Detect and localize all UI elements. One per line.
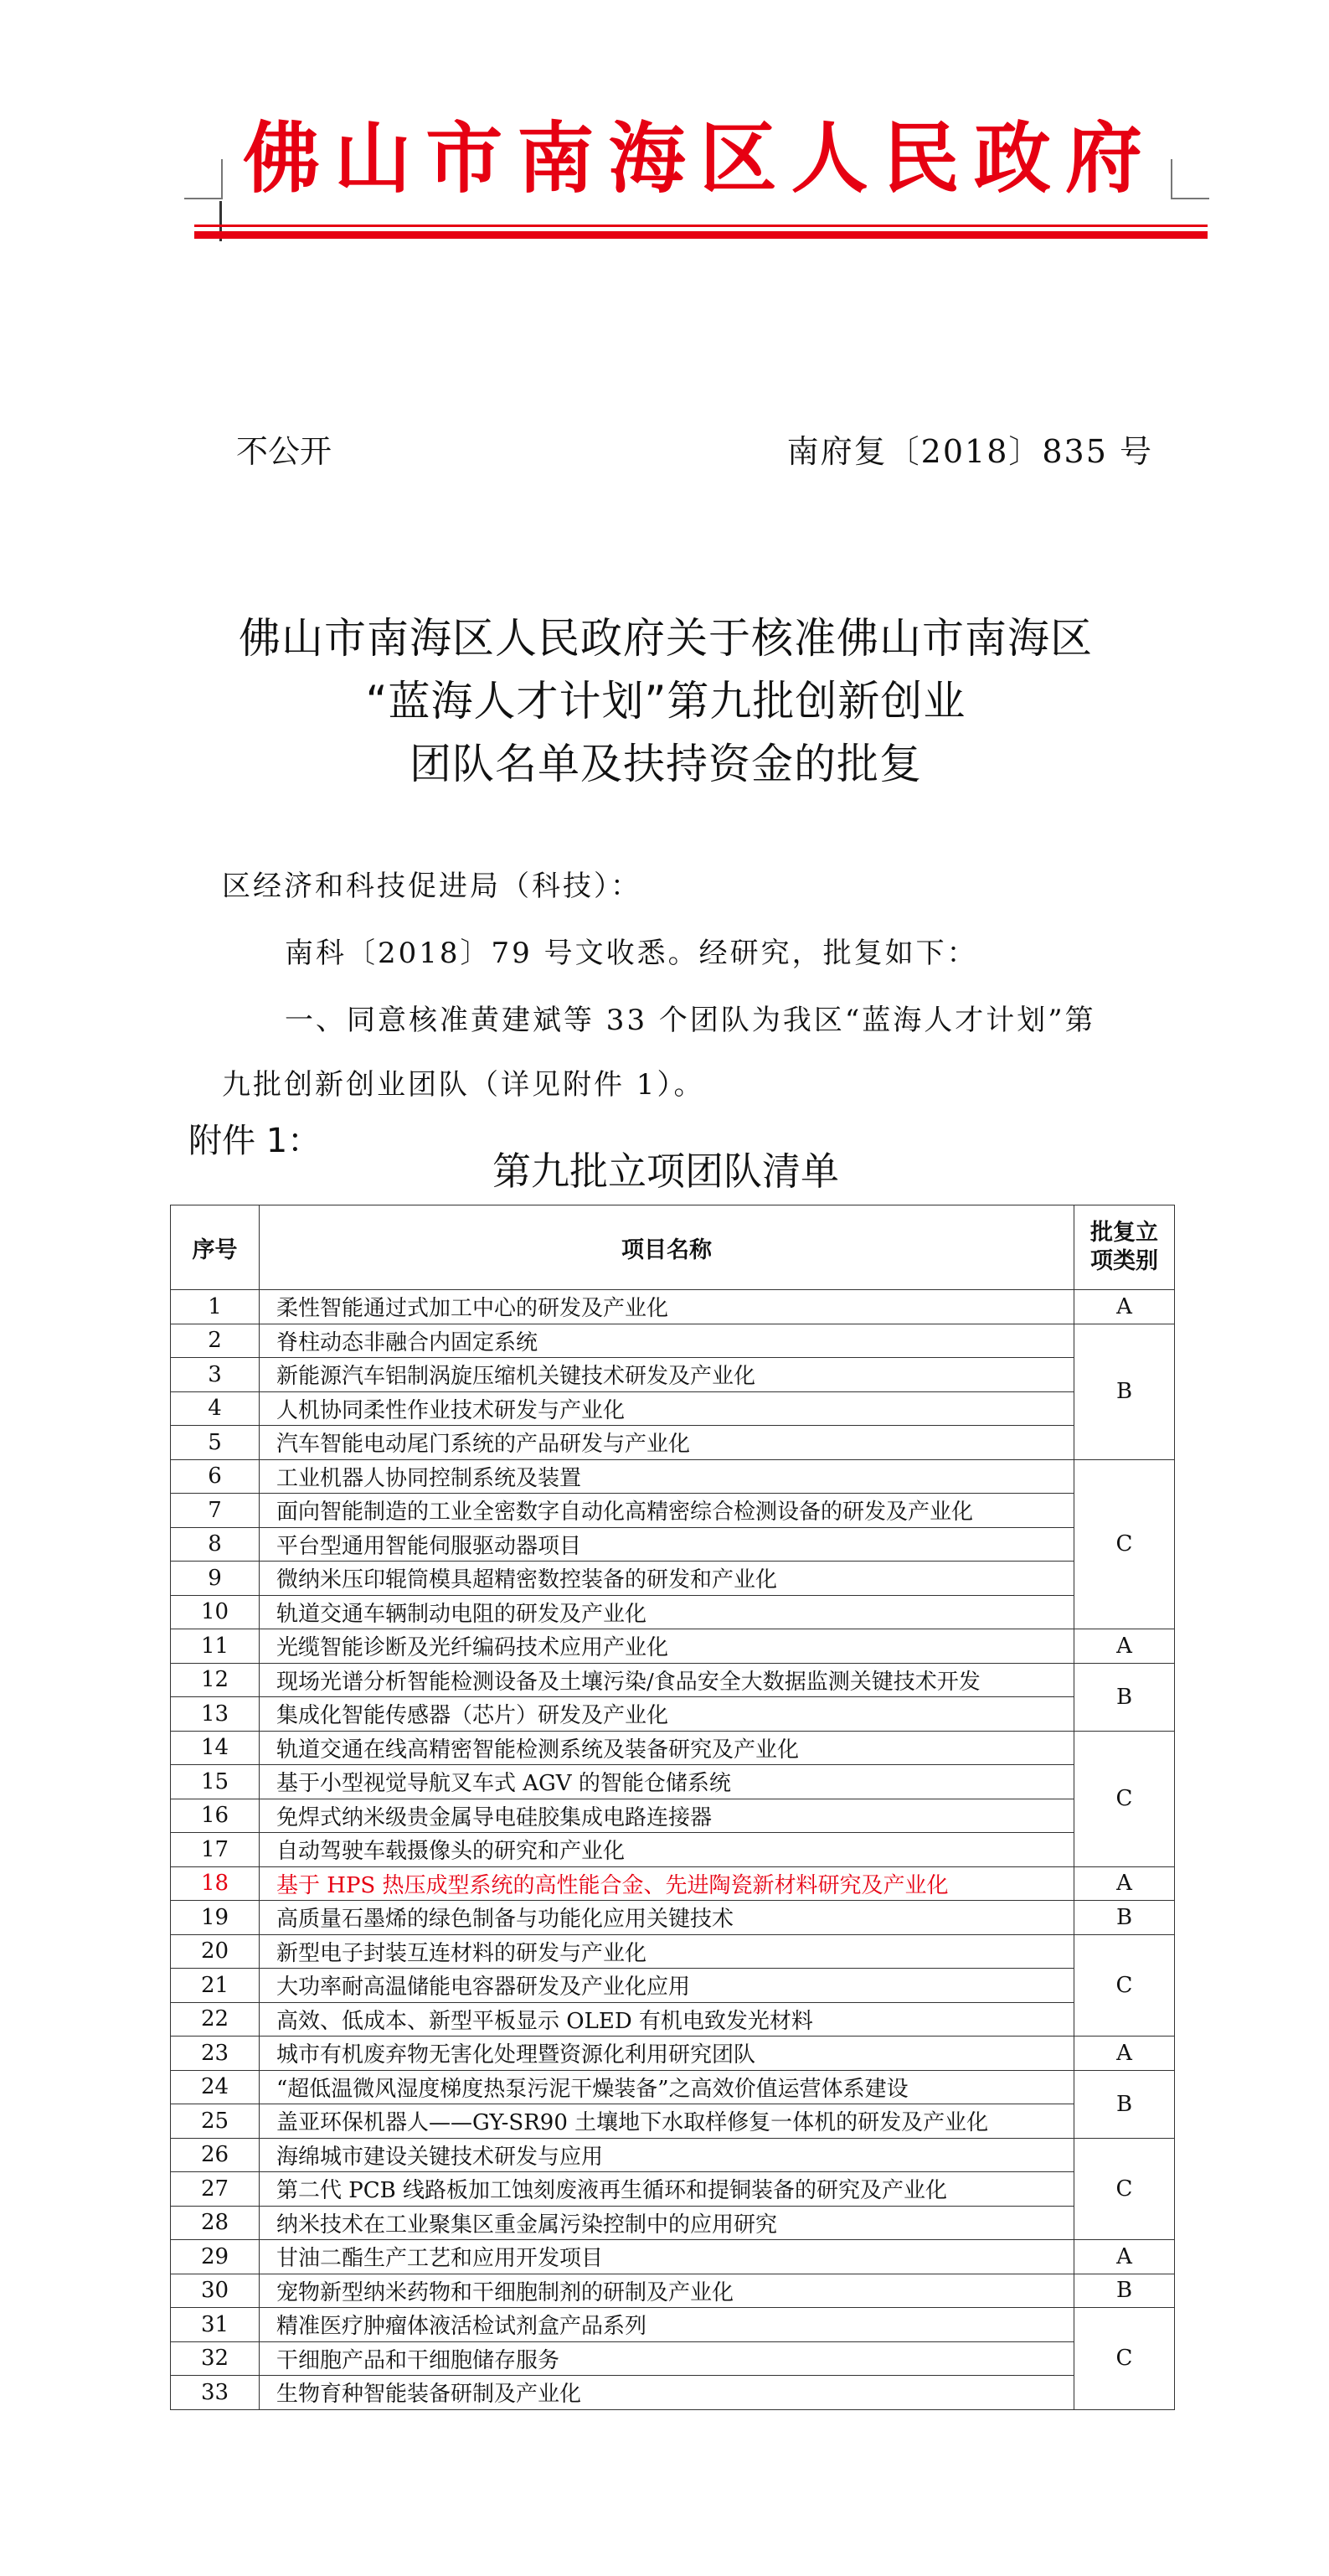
project-name: 汽车智能电动尾门系统的产品研发与产业化	[260, 1426, 1074, 1460]
row-index: 4	[171, 1391, 260, 1426]
approval-category: A	[1074, 1290, 1175, 1324]
row-index: 6	[171, 1459, 260, 1494]
approval-category: B	[1074, 1663, 1175, 1731]
project-name: 新型电子封装互连材料的研发与产业化	[260, 1934, 1074, 1969]
body-paragraph: 九批创新创业团队（详见附件 1）。	[222, 1068, 705, 1102]
row-index: 23	[171, 2037, 260, 2071]
table-row	[171, 1663, 1175, 1697]
project-name: 基于 HPS 热压成型系统的高性能合金、先进陶瓷新材料研究及产业化	[260, 1866, 1074, 1901]
table-row	[171, 2138, 1175, 2172]
row-index: 13	[171, 1697, 260, 1732]
table-row	[171, 2206, 1175, 2240]
row-index: 33	[171, 2376, 260, 2410]
crop-mark	[1171, 159, 1172, 199]
document-title	[167, 607, 1164, 796]
list-title: 第九批立项团队清单	[492, 1149, 839, 1194]
table-row	[171, 1391, 1175, 1426]
project-name: 海绵城市建设关键技术研发与应用	[260, 2138, 1074, 2172]
project-name: 第二代 PCB 线路板加工蚀刻废液再生循环和提铜装备的研究及产业化	[260, 2172, 1074, 2207]
table-row	[171, 1494, 1175, 1528]
project-name: 光缆智能诊断及光纤编码技术应用产业化	[260, 1629, 1074, 1664]
crop-mark	[221, 159, 223, 199]
approval-category: C	[1074, 1731, 1175, 1866]
table-row	[171, 1290, 1175, 1324]
approval-category: C	[1074, 1934, 1175, 2037]
project-name: 纳米技术在工业聚集区重金属污染控制中的应用研究	[260, 2206, 1074, 2240]
project-name: 甘油二酯生产工艺和应用开发项目	[260, 2240, 1074, 2274]
body-paragraph: 一、同意核准黄建斌等 33 个团队为我区“蓝海人才计划”第	[285, 1004, 1096, 1037]
row-index: 25	[171, 2104, 260, 2139]
project-name: 面向智能制造的工业全密数字自动化高精密综合检测设备的研发及产业化	[260, 1494, 1074, 1528]
row-index: 24	[171, 2070, 260, 2104]
project-name: 轨道交通在线高精密智能检测系统及装备研究及产业化	[260, 1731, 1074, 1765]
table-row	[171, 1765, 1175, 1799]
row-index: 20	[171, 1934, 260, 1969]
table-row	[171, 1595, 1175, 1629]
approval-category: A	[1074, 1629, 1175, 1664]
letterhead-title: 佛山市南海区人民政府	[243, 114, 1147, 204]
row-index: 11	[171, 1629, 260, 1664]
project-name: 新能源汽车铝制涡旋压缩机关键技术研发及产业化	[260, 1358, 1074, 1392]
crop-mark	[184, 198, 223, 199]
project-name: 高效、低成本、新型平板显示 OLED 有机电致发光材料	[260, 2002, 1074, 2037]
title-line: 佛山市南海区人民政府关于核准佛山市南海区	[239, 614, 1093, 663]
row-index: 8	[171, 1527, 260, 1562]
row-index: 15	[171, 1765, 260, 1799]
table-row	[171, 1934, 1175, 1969]
table-row	[171, 1799, 1175, 1833]
project-name: 工业机器人协同控制系统及装置	[260, 1459, 1074, 1494]
approval-category: B	[1074, 2274, 1175, 2308]
confidentiality-label: 不公开	[236, 433, 332, 470]
table-row	[171, 2376, 1175, 2410]
table-row	[171, 1527, 1175, 1562]
approval-category: B	[1074, 1901, 1175, 1935]
approval-category: B	[1074, 1324, 1175, 1459]
body-paragraph: 南科〔2018〕79 号文收悉。经研究，批复如下：	[285, 937, 978, 970]
project-name: 大功率耐高温储能电容器研发及产业化应用	[260, 1969, 1074, 2003]
table-row	[171, 1358, 1175, 1392]
approval-category: A	[1074, 2037, 1175, 2071]
row-index: 16	[171, 1799, 260, 1833]
row-index: 17	[171, 1833, 260, 1867]
table-row	[171, 1697, 1175, 1732]
project-name: 平台型通用智能伺服驱动器项目	[260, 1527, 1074, 1562]
row-index: 14	[171, 1731, 260, 1765]
project-name: 基于小型视觉导航叉车式 AGV 的智能仓储系统	[260, 1765, 1074, 1799]
row-index: 27	[171, 2172, 260, 2207]
table-row	[171, 1629, 1175, 1664]
row-index: 28	[171, 2206, 260, 2240]
project-name: 轨道交通车辆制动电阻的研发及产业化	[260, 1595, 1074, 1629]
project-name: 宠物新型纳米药物和干细胞制剂的研制及产业化	[260, 2274, 1074, 2308]
project-name: 微纳米压印辊筒模具超精密数控装备的研发和产业化	[260, 1562, 1074, 1596]
column-header-category	[1074, 1205, 1175, 1290]
row-index: 32	[171, 2341, 260, 2376]
table-row	[171, 1866, 1175, 1901]
row-index: 31	[171, 2308, 260, 2342]
row-index: 7	[171, 1494, 260, 1528]
row-index: 1	[171, 1290, 260, 1324]
row-index: 19	[171, 1901, 260, 1935]
project-name: 城市有机废弃物无害化处理暨资源化利用研究团队	[260, 2037, 1074, 2071]
project-name: 现场光谱分析智能检测设备及土壤污染/食品安全大数据监测关键技术开发	[260, 1663, 1074, 1697]
row-index: 30	[171, 2274, 260, 2308]
project-name: 自动驾驶车载摄像头的研究和产业化	[260, 1833, 1074, 1867]
table-row	[171, 1459, 1175, 1494]
document-number: 南府复〔2018〕835 号	[786, 433, 1153, 470]
table-row	[171, 1969, 1175, 2003]
table-row	[171, 2341, 1175, 2376]
table-row	[171, 2037, 1175, 2071]
project-name: 生物育种智能装备研制及产业化	[260, 2376, 1074, 2410]
table-row	[171, 1731, 1175, 1765]
project-name: 免焊式纳米级贵金属导电硅胶集成电路连接器	[260, 1799, 1074, 1833]
title-line: 团队名单及扶持资金的批复	[410, 740, 922, 788]
header-line: 批复立	[1090, 1220, 1158, 1246]
project-name: 人机协同柔性作业技术研发与产业化	[260, 1391, 1074, 1426]
row-index: 29	[171, 2240, 260, 2274]
approval-category: A	[1074, 2240, 1175, 2274]
table-row	[171, 2104, 1175, 2139]
addressee: 区经济和科技促进局（科技）：	[222, 870, 641, 903]
approval-category: C	[1074, 1459, 1175, 1629]
table-row	[171, 2240, 1175, 2274]
project-name: “超低温微风湿度梯度热泵污泥干燥装备”之高效价值运营体系建设	[260, 2070, 1074, 2104]
row-index: 18	[171, 1866, 260, 1901]
table-row	[171, 1324, 1175, 1358]
approval-category: A	[1074, 1866, 1175, 1901]
table-row	[171, 2002, 1175, 2037]
table-header-row	[171, 1205, 1175, 1290]
table-row	[171, 2070, 1175, 2104]
header-line: 项类别	[1090, 1248, 1158, 1274]
column-header-name: 项目名称	[260, 1205, 1074, 1290]
project-name: 集成化智能传感器（芯片）研发及产业化	[260, 1697, 1074, 1732]
project-name: 盖亚环保机器人——GY-SR90 土壤地下水取样修复一体机的研发及产业化	[260, 2104, 1074, 2139]
letterhead-rule-thin	[194, 225, 1208, 227]
table-row	[171, 1833, 1175, 1867]
table-body	[171, 1290, 1175, 2410]
approval-category: C	[1074, 2138, 1175, 2240]
table-row	[171, 1901, 1175, 1935]
row-index: 22	[171, 2002, 260, 2037]
approval-category: C	[1074, 2308, 1175, 2410]
project-name: 干细胞产品和干细胞储存服务	[260, 2341, 1074, 2376]
row-index: 2	[171, 1324, 260, 1358]
row-index: 3	[171, 1358, 260, 1392]
table-row	[171, 1562, 1175, 1596]
team-list-table	[170, 1205, 1175, 2410]
letterhead-rule	[194, 231, 1208, 239]
row-index: 10	[171, 1595, 260, 1629]
table-row	[171, 2172, 1175, 2207]
table-row	[171, 2308, 1175, 2342]
row-index: 21	[171, 1969, 260, 2003]
approval-category: B	[1074, 2070, 1175, 2138]
attachment-label: 附件 1：	[188, 1122, 322, 1160]
project-name: 脊柱动态非融合内固定系统	[260, 1324, 1074, 1358]
table-row	[171, 1426, 1175, 1460]
column-header-index: 序号	[171, 1205, 260, 1290]
row-index: 12	[171, 1663, 260, 1697]
table-row	[171, 2274, 1175, 2308]
row-index: 9	[171, 1562, 260, 1596]
title-line: “蓝海人才计划”第九批创新创业	[365, 677, 966, 725]
row-index: 26	[171, 2138, 260, 2172]
project-name: 精准医疗肿瘤体液活检试剂盒产品系列	[260, 2308, 1074, 2342]
crop-mark	[1171, 198, 1209, 199]
project-name: 柔性智能通过式加工中心的研发及产业化	[260, 1290, 1074, 1324]
row-index: 5	[171, 1426, 260, 1460]
project-name: 高质量石墨烯的绿色制备与功能化应用关键技术	[260, 1901, 1074, 1935]
